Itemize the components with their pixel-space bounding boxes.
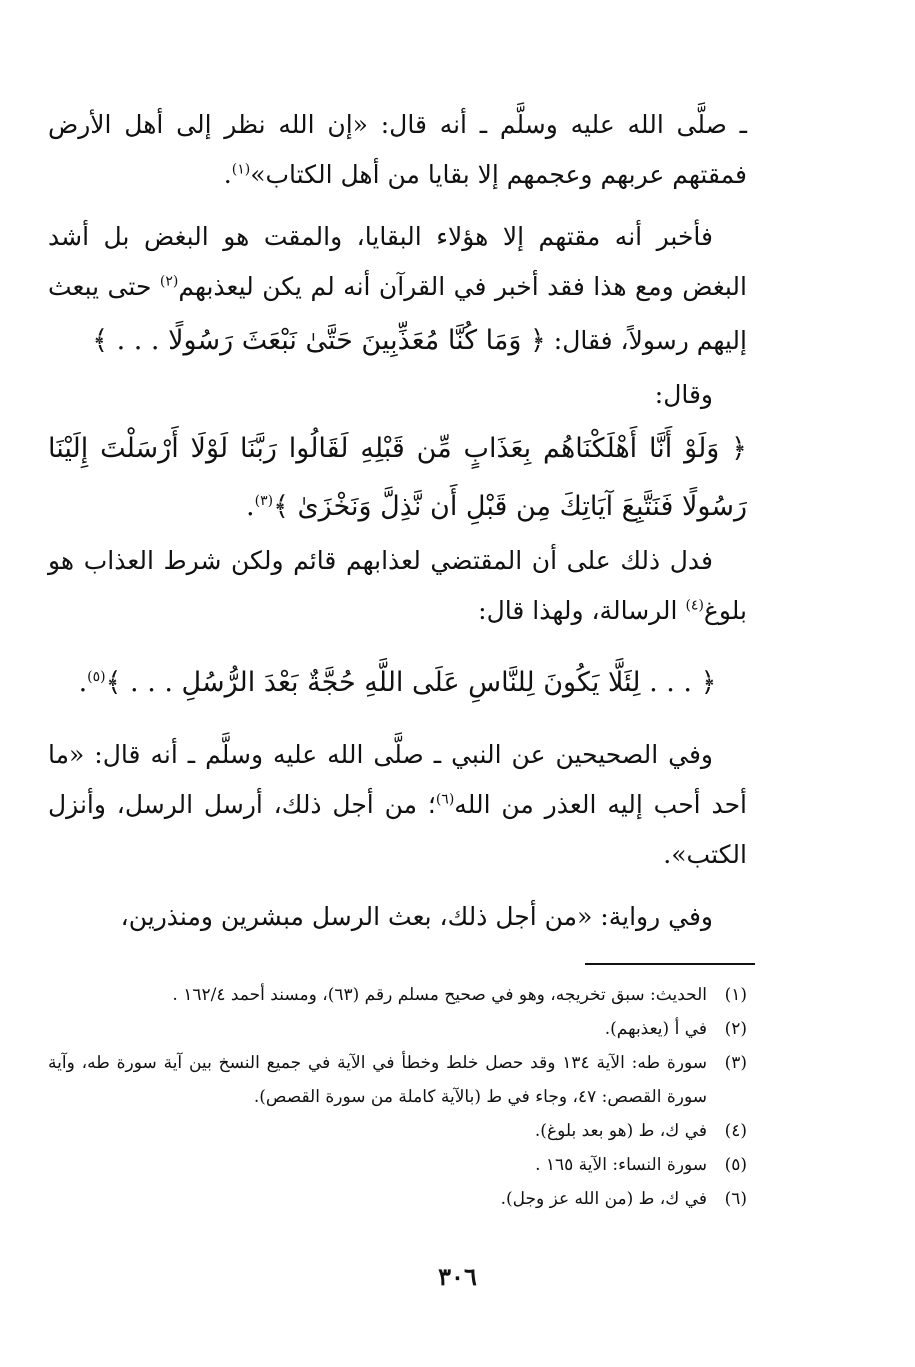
footnote-1 <box>48 978 747 1012</box>
main-text <box>48 100 747 942</box>
paragraph-text: ـ صلَّى الله عليه وسلَّم ـ أنه قال: «إن الله نظر إلى أهل الأرض فمقتهم عربهم وعجمهم إلا بقايا من أهل الكتاب» <box>48 110 747 189</box>
footnote-5 <box>48 1148 747 1182</box>
footnote-separator <box>585 963 755 965</box>
footnote-ref-6: (٦) <box>435 791 455 808</box>
footnote-number: (٢) <box>724 1019 747 1039</box>
footnote-number: (٣) <box>724 1053 747 1073</box>
verse-text: ﴿ وَلَوْ أَنَّا أَهْلَكْنَاهُم بِعَذَابٍ مِّن قَبْلِهِ لَقَالُوا رَبَّنَا لَوْلَا أَرْسَلْتَ إِلَيْنَا رَسُولًا فَنَتَّبِعَ آيَاتِكَ مِن قَبْلِ أَن نَّذِلَّ وَنَخْزَىٰ ﴾ <box>48 433 747 522</box>
paragraph-hadith <box>48 100 747 200</box>
footnote-ref-2: (٢) <box>159 273 179 290</box>
page-number: ٣٠٦ <box>438 1262 477 1291</box>
paragraph-text: وقال: <box>654 380 713 409</box>
paragraph-text: حتى يبعث إليهم رسولاً، فقال: <box>48 272 747 355</box>
footnote-text: سورة النساء: الآية ١٦٥ . <box>535 1155 707 1175</box>
footnote-text: سورة طه: الآية ١٣٤ وقد حصل خلط وخطأ في الآية في جميع النسخ بين آية سورة طه، وآية سورة القصص: ٤٧، وجاء في ط (بالآية كاملة من سورة القصص). <box>48 1053 707 1107</box>
paragraph-text: فأخبر أنه مقتهم إلا هؤلاء البقايا، والمقت هو البغض بل أشد البغض ومع هذا فقد أخبر في القرآن أنه لم يكن ليعذبهم <box>48 222 747 301</box>
footnote-ref-3: (٣) <box>254 493 274 509</box>
footnote-number: (٤) <box>724 1121 747 1141</box>
footnotes <box>48 978 747 1216</box>
footnote-number: (٦) <box>724 1189 747 1209</box>
punctuation: . <box>78 667 88 698</box>
footnote-3 <box>48 1046 747 1114</box>
footnote-6 <box>48 1182 747 1216</box>
paragraph-text: فدل ذلك على أن المقتضي لعذابهم قائم ولكن شرط العذاب هو بلوغ <box>48 546 747 625</box>
paragraph-text: وفي الصحيحين عن النبي ـ صلَّى الله عليه وسلَّم ـ أنه قال: «ما أحد أحب إليه العذر من الله <box>48 740 747 819</box>
quran-verse-2 <box>48 420 747 536</box>
quran-verse-1: ﴿ وَمَا كُنَّا مُعَذِّبِينَ حَتَّىٰ نَبْعَثَ رَسُولًا . . . ﴾ <box>92 325 546 356</box>
footnote-ref-5: (٥) <box>87 669 106 685</box>
verse-text: ﴿ . . . لِئَلَّا يَكُونَ لِلنَّاسِ عَلَى اللَّهِ حُجَّةٌ بَعْدَ الرُّسُلِ . . . ﴾ <box>105 667 717 698</box>
paragraph-explanation <box>48 212 747 370</box>
paragraph-narration <box>48 892 747 942</box>
paragraph-condition <box>48 536 747 636</box>
quran-verse-3 <box>48 654 747 712</box>
paragraph-sahihayn <box>48 730 747 880</box>
paragraph-text: وفي رواية: «من أجل ذلك، بعث الرسل مبشرين ومنذرين، <box>120 902 713 931</box>
punctuation: . <box>246 491 255 522</box>
footnote-number: (٥) <box>724 1155 747 1175</box>
footnote-text: الحديث: سبق تخريجه، وهو في صحيح مسلم رقم (٦٣)، ومسند أحمد ١٦٢/٤ . <box>172 985 707 1005</box>
footnote-text: في ك، ط (هو بعد بلوغ). <box>534 1121 707 1141</box>
paragraph-text: ؛ من أجل ذلك، أرسل الرسل، وأنزل الكتب». <box>48 790 747 869</box>
footnote-2 <box>48 1012 747 1046</box>
footnote-number: (١) <box>724 985 747 1005</box>
footnote-ref-1: (١) <box>231 161 251 178</box>
paragraph-text: الرسالة، ولهذا قال: <box>478 596 686 625</box>
footnote-text: في أ (يعذبهم). <box>604 1019 707 1039</box>
footnote-text: في ك، ط (من الله عز وجل). <box>500 1189 707 1209</box>
footnote-ref-4: (٤) <box>685 597 704 614</box>
paragraph-and-said <box>48 370 747 420</box>
footnote-4 <box>48 1114 747 1148</box>
punctuation: . <box>223 160 232 189</box>
